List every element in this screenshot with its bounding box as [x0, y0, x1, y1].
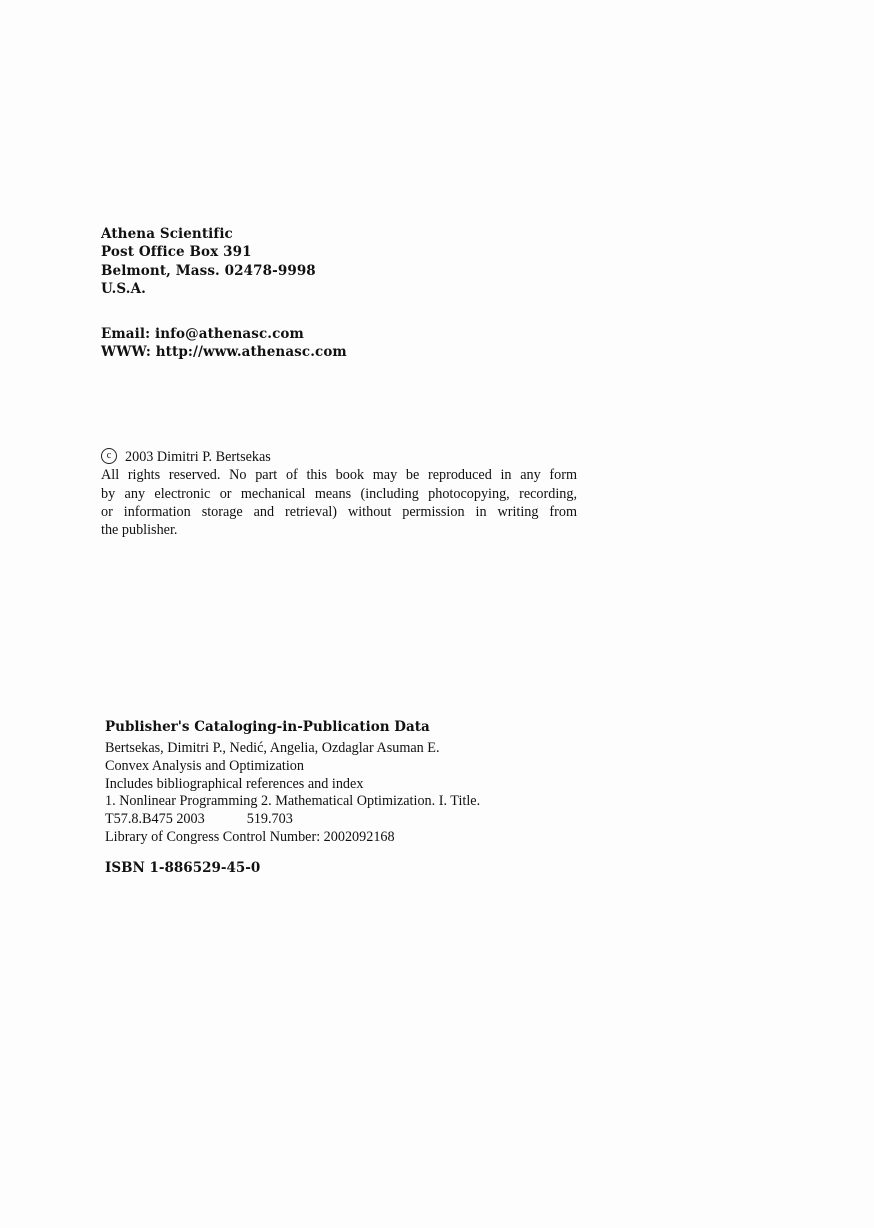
isbn: ISBN 1-886529-45-0: [105, 859, 261, 876]
publisher-contact: [101, 325, 347, 362]
cip-book-title: Convex Analysis and Optimization: [105, 757, 304, 774]
cip-loc-number: Library of Congress Control Number: 2002092168: [105, 828, 395, 845]
rights-line-1: All rights reserved. No part of this book may be reproduced in any form: [101, 467, 577, 484]
cip-authors: Bertsekas, Dimitri P., Nedić, Angelia, Ozdaglar Asuman E.: [105, 740, 440, 756]
copyright-holder-text: 2003 Dimitri P. Bertsekas: [125, 449, 271, 465]
publisher-address: [101, 225, 316, 298]
rights-line-4: the publisher.: [101, 522, 178, 539]
cip-call-number: T57.8.B475 2003: [105, 811, 205, 828]
cip-dewey: 519.703: [246, 811, 293, 828]
rights-line-2: by any electronic or mechanical means (including photocopying, recording,: [101, 485, 577, 502]
copyright-symbol-icon: c: [101, 448, 117, 464]
rights-line-3: or information storage and retrieval) without permission in writing from: [101, 503, 577, 520]
publisher-city: Belmont, Mass. 02478-9998: [101, 262, 316, 279]
publisher-name: Athena Scientific: [101, 226, 233, 242]
publisher-po-box: Post Office Box 391: [101, 244, 252, 261]
cip-subjects: 1. Nonlinear Programming 2. Mathematical Optimization. I. Title.: [105, 793, 481, 810]
copyright-notice: [101, 448, 577, 539]
cip-classification: [105, 811, 480, 829]
cip-title: Publisher's Cataloging-in-Publication Data: [105, 719, 430, 735]
copyright-holder: [101, 448, 577, 466]
cip-references: Includes bibliographical references and index: [105, 775, 364, 792]
publisher-country: U.S.A.: [101, 280, 146, 297]
email-line: Email: info@athenasc.com: [101, 326, 304, 342]
www-line: WWW: http://www.athenasc.com: [101, 344, 347, 361]
cataloging-data: [105, 717, 480, 878]
